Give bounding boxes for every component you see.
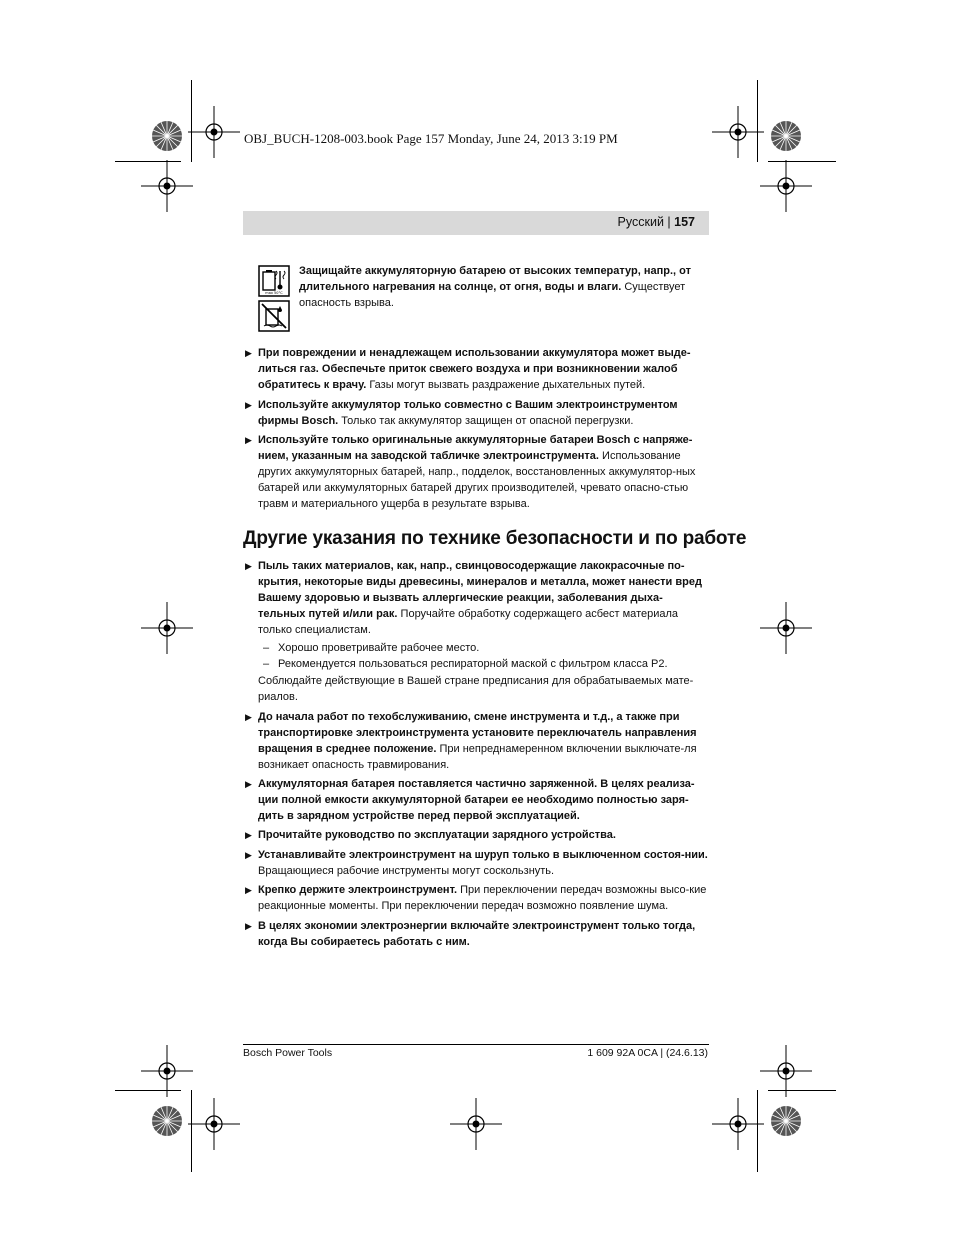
- battery-water-prohibited-icon: [258, 300, 290, 332]
- battery-heat-icon: [258, 265, 290, 297]
- list-item: ▶ Аккумуляторная батарея поставляется частично заряженной. В целях реализа-ции полной емкости аккумуляторной батареи ее необходимо полностью заря-дить в зарядном устройстве перед первой эксплуатацией.: [245, 778, 695, 822]
- list-item: – Хорошо проветривайте рабочее место.: [263, 642, 480, 654]
- footer-divider: [243, 1044, 709, 1045]
- bullet-arrow-icon: ▶: [245, 400, 252, 410]
- list-item: ▶ Устанавливайте электроинструмент на шуруп только в выключенном состоя-нии. Вращающиеся рабочие инструменты могут соскользнуть.: [245, 849, 708, 877]
- svg-text:max 50°C: max 50°C: [265, 291, 283, 295]
- list-item: ▶ При повреждении и ненадлежащем использовании аккумулятора может выде-литься газ. Обеспечьте приток свежего воздуха и при возникновении жалоб обратитесь к врачу. Газы могут вызвать раздражение дыхательных путей.: [245, 347, 691, 391]
- header-language: Русский: [617, 215, 664, 229]
- page-number: 157: [674, 215, 695, 229]
- list-item: ▶ В целях экономии электроэнергии включайте электроинструмент только тогда, когда Вы собираетесь работать с ним.: [245, 920, 696, 948]
- bullet-arrow-icon: ▶: [245, 885, 252, 895]
- footer-docnum: 1 609 92A 0CA | (24.6.13): [587, 1047, 708, 1059]
- footer-brand: Bosch Power Tools: [243, 1047, 333, 1059]
- list-item: ▶ Используйте только оригинальные аккумуляторные батареи Bosch с напряже-нием, указанным на заводской табличке электроинструмента. Использование других аккумуляторных батарей, напр., подделок, восстановленных аккумулятор-ных батарей или аккумуляторных батарей других производителей, чревато опасно-стью травм и материального ущерба в результате взрыва.: [245, 434, 696, 510]
- list-item: ▶ Крепко держите электроинструмент. При переключении передач возможны высо-кие реакционные моменты. При переключении передач возможно появление шума.: [245, 884, 707, 912]
- bullet-arrow-icon: ▶: [245, 850, 252, 860]
- bullet-arrow-icon: ▶: [245, 561, 252, 571]
- paragraph: Соблюдайте действующие в Вашей стране предписания для обрабатываемых мате-риалов.: [258, 675, 694, 703]
- list-item: ▶ До начала работ по техобслуживанию, смене инструмента и т.д., а также при транспортировке электроинструмента установите переключатель направления вращения в среднее положение. При непреднамеренном включении выключате-ля возникает опасность травмирования.: [245, 711, 697, 771]
- page-header: [243, 211, 709, 235]
- book-info-line: OBJ_BUCH-1208-003.book Page 157 Monday, June 24, 2013 3:19 PM: [244, 131, 618, 146]
- bullet-arrow-icon: ▶: [245, 348, 252, 358]
- bullet-arrow-icon: ▶: [245, 779, 252, 789]
- bullet-arrow-icon: ▶: [245, 435, 252, 445]
- bullet-arrow-icon: ▶: [245, 830, 252, 840]
- header-text: Русский | 157: [617, 215, 695, 229]
- bullet-arrow-icon: ▶: [245, 712, 252, 722]
- battery-warning: Защищайте аккумуляторную батарею от высоких температур, напр., от длительного нагревания на солнце, от огня, воды и влаги. Существует опасность взрыва.: [299, 265, 691, 309]
- list-item: ▶ Пыль таких материалов, как, напр., свинцовосодержащие лакокрасочные по-крытия, некоторые виды древесины, минералов и металла, может нанести вред Вашему здоровью и вызвать аллергические реакции, заболевания дыха-тельных путей и/или рак. Поручайте обработку содержащего асбест материала только специалистам.: [245, 560, 702, 636]
- list-item: ▶ Используйте аккумулятор только совместно с Вашим электроинструментом фирмы Bosch. Только так аккумулятор защищен от опасной перегрузки.: [245, 399, 678, 427]
- list-item: ▶ Прочитайте руководство по эксплуатации зарядного устройства.: [245, 829, 616, 841]
- section-title: Другие указания по технике безопасности и по работе: [243, 528, 747, 549]
- list-item: – Рекомендуется пользоваться респираторной маской с фильтром класса P2.: [263, 658, 668, 670]
- bullet-arrow-icon: ▶: [245, 921, 252, 931]
